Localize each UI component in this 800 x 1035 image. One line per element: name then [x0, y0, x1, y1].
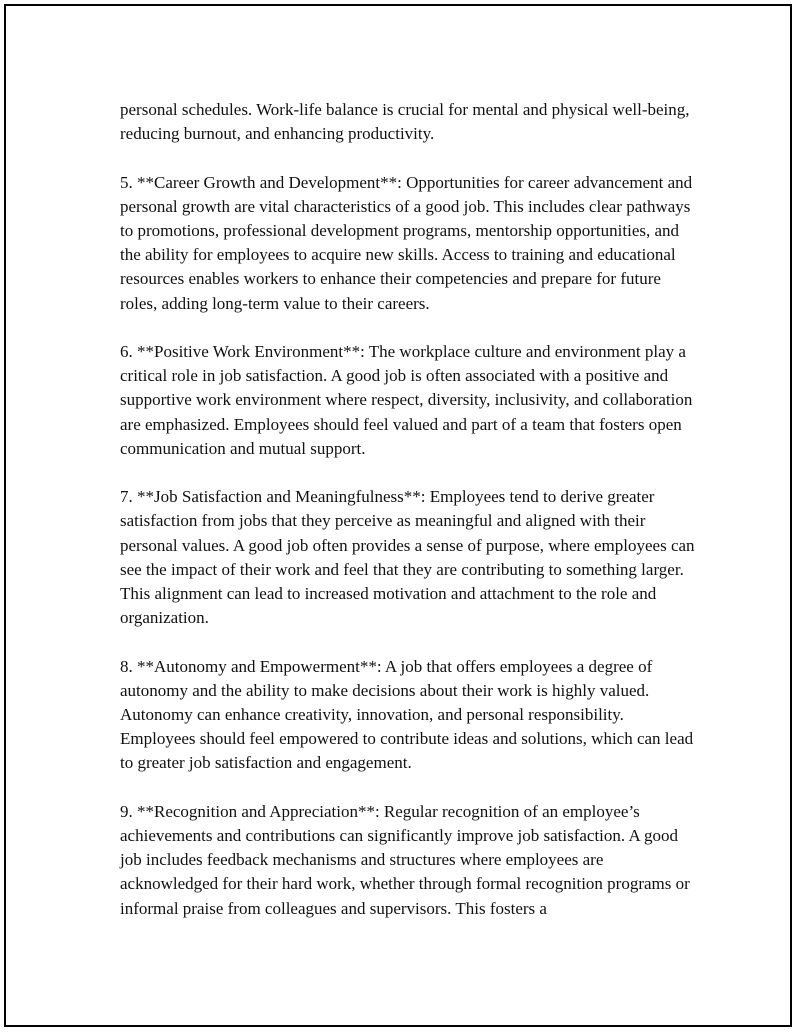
- document-body: [120, 98, 700, 921]
- page-frame: [4, 4, 792, 1027]
- paragraph-job-satisfaction: 7. **Job Satisfaction and Meaningfulness**: Employees tend to derive greater satisfaction from jobs that they perceive as meaningful and aligned with their personal values. A good job often provides a sense of purpose, where employees can see the impact of their work and feel that they are contributing to something larger. This alignment can lead to increased motivation and attachment to the role and organization.: [120, 487, 695, 628]
- paragraph-worklife-continuation: personal schedules. Work-life balance is crucial for mental and physical well-being, reducing burnout, and enhancing productivity.: [120, 100, 690, 144]
- paragraph-recognition: 9. **Recognition and Appreciation**: Regular recognition of an employee’s achievements and contributions can significantly improve job satisfaction. A good job includes feedback mechanisms and structures where employees are acknowledged for their hard work, whether through formal recognition programs or informal praise from colleagues and supervisors. This fosters a: [120, 801, 690, 918]
- paragraph-career-growth: 5. **Career Growth and Development**: Opportunities for career advancement and personal growth are vital characteristics of a good job. This includes clear pathways to promotions, professional development programs, mentorship opportunities, and the ability for employees to acquire new skills. Access to training and educational resources enables workers to enhance their competencies and prepare for future roles, adding long-term value to their careers.: [120, 172, 693, 313]
- paragraph-positive-environment: 6. **Positive Work Environment**: The workplace culture and environment play a critical role in job satisfaction. A good job is often associated with a positive and supportive work environment where respect, diversity, inclusivity, and collaboration are emphasized. Employees should feel valued and part of a team that fosters open communication and mutual support.: [120, 342, 693, 458]
- paragraph-autonomy: 8. **Autonomy and Empowerment**: A job that offers employees a degree of autonomy and the ability to make decisions about their work is highly valued. Autonomy can enhance creativity, innovation, and personal responsibility. Employees should feel empowered to contribute ideas and solutions, which can lead to greater job satisfaction and engagement.: [120, 656, 694, 773]
